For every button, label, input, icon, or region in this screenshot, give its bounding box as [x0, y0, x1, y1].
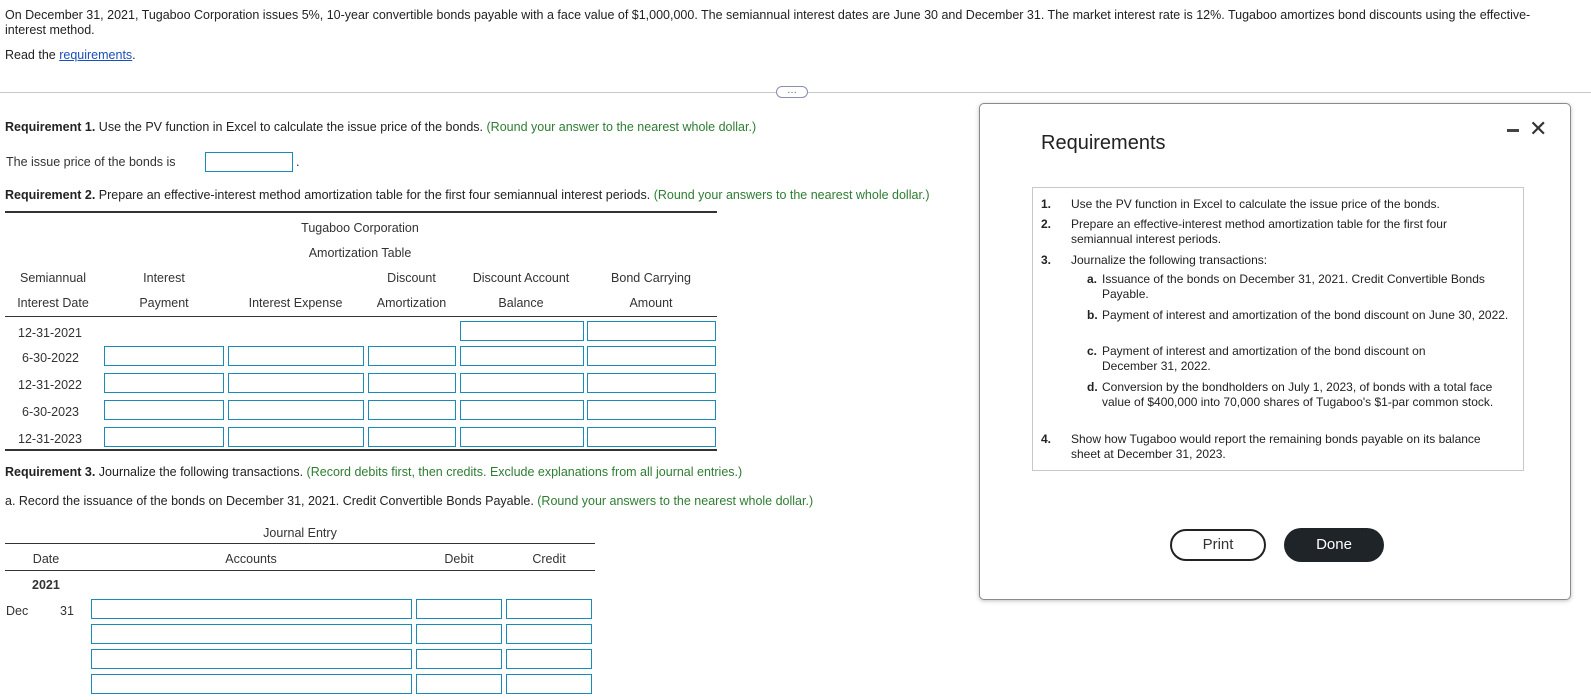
req3-text: Journalize the following transactions. [95, 465, 304, 479]
row3-discount-balance-input[interactable] [460, 373, 584, 393]
journal-top-rule [5, 543, 595, 544]
done-button[interactable]: Done [1284, 528, 1384, 562]
journal-row4-account-input[interactable] [91, 674, 412, 694]
req-sub-c-text: Payment of interest and amortization of the bond discount on December 31, 2022. [1102, 344, 1426, 373]
amortization-header-rule [5, 316, 717, 317]
row-date-12-31-2021: 12-31-2021 [18, 326, 82, 340]
req1-bold: Requirement 1. [5, 120, 96, 134]
row4-discount-balance-input[interactable] [460, 400, 584, 420]
header-interest-expense: Interest Expense [248, 296, 343, 310]
journal-month: Dec [6, 604, 29, 618]
row2-discount-amortization-input[interactable] [368, 346, 456, 366]
req-item-3-number: 3. [1041, 253, 1052, 267]
row4-interest-expense-input[interactable] [228, 400, 364, 420]
req-sub-a-letter: a. [1087, 272, 1098, 286]
row5-interest-payment-input[interactable] [104, 427, 224, 447]
req-item-3-text: Journalize the following transactions: [1071, 253, 1268, 267]
req-item-1-number: 1. [1041, 197, 1052, 211]
issue-price-input[interactable] [205, 152, 293, 172]
amortization-table-bottom-rule [5, 449, 717, 451]
journal-row3-debit-input[interactable] [416, 649, 502, 669]
header-bond-carrying: Bond Carrying [611, 271, 691, 285]
req-item-1-text: Use the PV function in Excel to calculate the issue price of the bonds. [1071, 197, 1440, 211]
requirement-3-heading [5, 465, 742, 479]
journal-row3-credit-input[interactable] [506, 649, 592, 669]
issue-price-label: The issue price of the bonds is [6, 155, 176, 169]
req-sub-b-text: Payment of interest and amortization of the bond discount on June 30, 2022. [1102, 308, 1509, 322]
row5-carrying-amount-input[interactable] [587, 427, 716, 447]
row4-interest-payment-input[interactable] [104, 400, 224, 420]
journal-row1-credit-input[interactable] [506, 599, 592, 619]
requirements-list [1032, 187, 1524, 471]
req-item-2-number: 2. [1041, 217, 1052, 231]
amortization-table-top-rule [5, 211, 717, 213]
journal-row2-account-input[interactable] [91, 624, 412, 644]
row4-discount-amortization-input[interactable] [368, 400, 456, 420]
amortization-table-title: Tugaboo Corporation [301, 221, 419, 235]
header-discount-account: Discount Account [472, 271, 570, 285]
row4-carrying-amount-input[interactable] [587, 400, 716, 420]
journal-row2-debit-input[interactable] [416, 624, 502, 644]
read-prefix: Read the [5, 48, 60, 62]
requirement-3a-heading [5, 494, 813, 508]
req2-hint: (Round your answers to the nearest whole dollar.) [650, 188, 930, 202]
req1-text: Use the PV function in Excel to calculate the issue price of the bonds. [95, 120, 484, 134]
req2-text: Prepare an effective-interest method amortization table for the first four semiannual interest periods. [95, 188, 651, 202]
journal-day: 31 [60, 604, 74, 618]
header-amount: Amount [629, 296, 673, 310]
issue-price-period: . [296, 155, 300, 169]
requirement-2-heading [5, 188, 930, 202]
problem-statement: On December 31, 2021, Tugaboo Corporation issues 5%, 10-year convertible bonds payable with a face value of $1,000,000. The semiannual interest dates are June 30 and December 31. The market interest rate is 12%. Tugaboo amortizes bond discounts using the effective-interest method. [5, 8, 1531, 37]
journal-header-rule [5, 570, 595, 571]
req-sub-d-letter: d. [1087, 380, 1098, 394]
journal-row1-debit-input[interactable] [416, 599, 502, 619]
req3a-text: a. Record the issuance of the bonds on December 31, 2021. Credit Convertible Bonds Payable. [5, 494, 534, 508]
req-sub-d-text: Conversion by the bondholders on July 1, 2023, of bonds with a total face value of $400,000 into 70,000 shares of Tugaboo's $1-par common stock. [1102, 380, 1494, 409]
row2-interest-expense-input[interactable] [228, 346, 364, 366]
journal-header-credit: Credit [532, 552, 566, 566]
journal-row4-debit-input[interactable] [416, 674, 502, 694]
journal-header-debit: Debit [444, 552, 474, 566]
row-date-6-30-2023: 6-30-2023 [22, 405, 79, 419]
journal-row4-credit-input[interactable] [506, 674, 592, 694]
journal-entry-title: Journal Entry [263, 526, 337, 540]
req-item-2-text: Prepare an effective-interest method amortization table for the first four semiannual interest periods. [1071, 217, 1447, 246]
journal-header-accounts: Accounts [225, 552, 277, 566]
row1-carrying-amount-input[interactable] [587, 321, 716, 341]
header-balance: Balance [498, 296, 544, 310]
row3-interest-payment-input[interactable] [104, 373, 224, 393]
header-amortization: Amortization [376, 296, 447, 310]
row3-discount-amortization-input[interactable] [368, 373, 456, 393]
req-sub-a-text: Issuance of the bonds on December 31, 2021. Credit Convertible Bonds Payable. [1102, 272, 1485, 301]
close-icon[interactable]: ✕ [1529, 116, 1548, 141]
more-options-button[interactable]: … [776, 86, 808, 98]
print-button[interactable]: Print [1170, 529, 1266, 561]
read-requirements-line [5, 48, 136, 62]
row-date-6-30-2022: 6-30-2022 [22, 351, 79, 365]
header-semiannual: Semiannual [19, 271, 86, 285]
req2-bold: Requirement 2. [5, 188, 96, 202]
amortization-table-subtitle: Amortization Table [308, 246, 412, 260]
header-payment: Payment [139, 296, 189, 310]
requirements-link[interactable]: requirements [59, 48, 133, 62]
journal-row1-account-input[interactable] [91, 599, 412, 619]
journal-row2-credit-input[interactable] [506, 624, 592, 644]
header-interest-date: Interest Date [17, 296, 89, 310]
row2-interest-payment-input[interactable] [104, 346, 224, 366]
req3-bold: Requirement 3. [5, 465, 96, 479]
dialog-title: Requirements [1041, 132, 1166, 154]
req-sub-c-letter: c. [1087, 344, 1098, 358]
header-discount: Discount [387, 271, 436, 285]
row1-discount-balance-input[interactable] [460, 321, 584, 341]
row5-discount-amortization-input[interactable] [368, 427, 456, 447]
row3-carrying-amount-input[interactable] [587, 373, 716, 393]
row2-carrying-amount-input[interactable] [587, 346, 716, 366]
row-date-12-31-2022: 12-31-2022 [18, 378, 82, 392]
requirements-dialog [979, 103, 1571, 600]
header-interest: Interest [143, 271, 185, 285]
journal-year: 2021 [32, 578, 60, 592]
req-sub-b-letter: b. [1087, 308, 1098, 322]
minimize-icon[interactable] [1507, 129, 1519, 132]
req3a-hint: (Round your answers to the nearest whole dollar.) [533, 494, 814, 508]
read-suffix: . [132, 48, 136, 62]
req3-hint: (Record debits first, then credits. Exclude explanations from all journal entries.) [303, 465, 743, 479]
req-item-4-number: 4. [1041, 432, 1052, 446]
requirement-1-heading [5, 120, 756, 134]
req-item-4-text: Show how Tugaboo would report the remaining bonds payable on its balance sheet at December 31, 2023. [1071, 432, 1481, 461]
journal-row3-account-input[interactable] [91, 649, 412, 669]
row3-interest-expense-input[interactable] [228, 373, 364, 393]
req1-hint: (Round your answer to the nearest whole dollar.) [483, 120, 757, 134]
row2-discount-balance-input[interactable] [460, 346, 584, 366]
journal-header-date: Date [32, 552, 60, 566]
row5-discount-balance-input[interactable] [460, 427, 584, 447]
row5-interest-expense-input[interactable] [228, 427, 364, 447]
row-date-12-31-2023: 12-31-2023 [18, 432, 82, 446]
